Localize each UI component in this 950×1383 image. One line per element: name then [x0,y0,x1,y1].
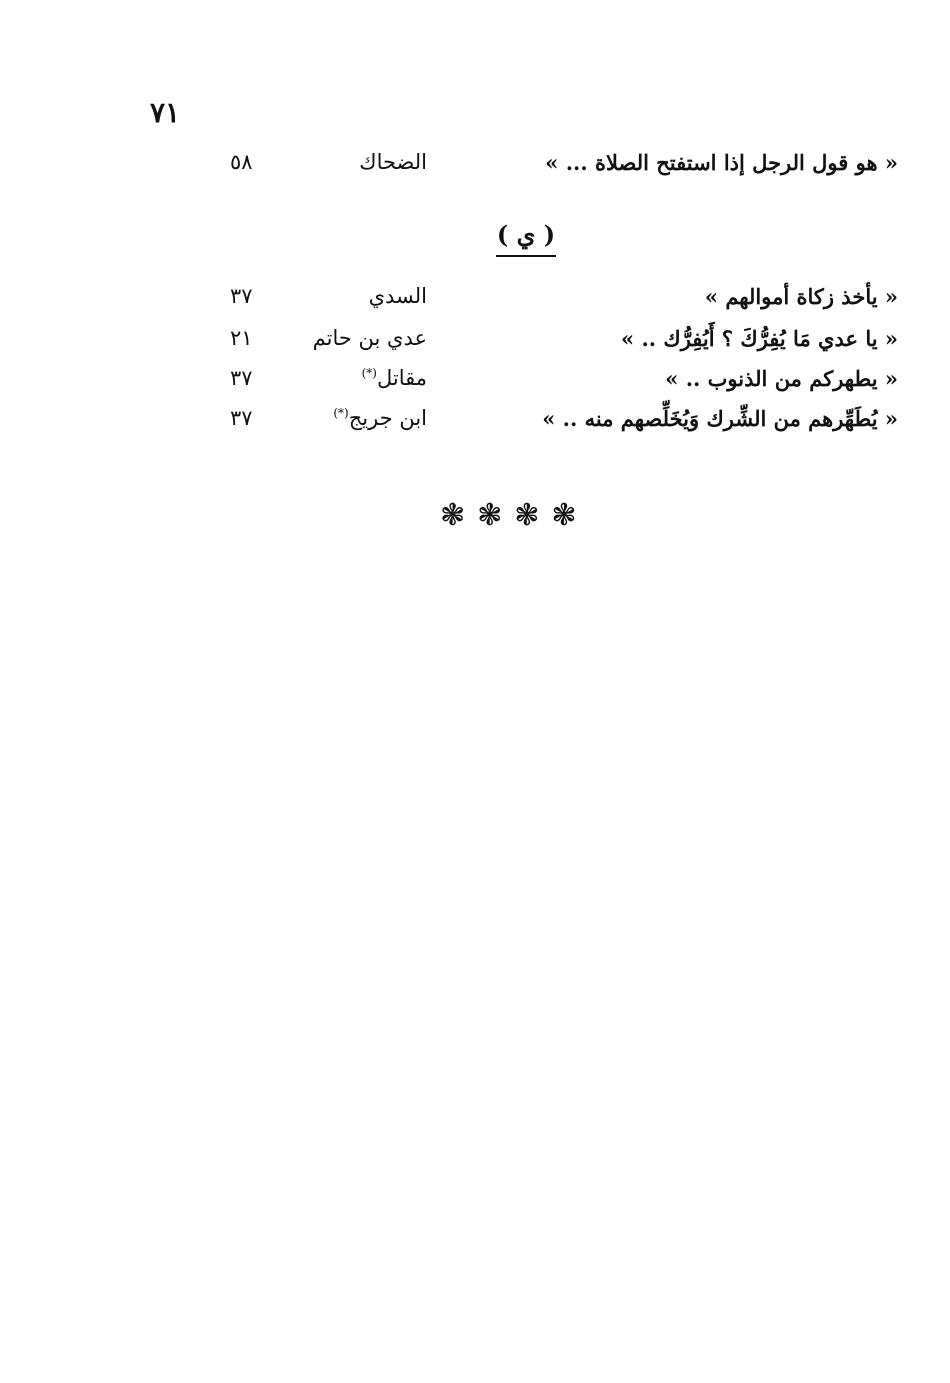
entry-page: ٣٧ [230,284,253,308]
page-number: ٧١ [150,96,181,129]
entry-page: ٣٧ [230,406,253,430]
footnote-marker: (*) [333,406,349,420]
index-entry [0,284,950,320]
entry-narrator: عدي بن حاتم [312,326,427,350]
section-heading: ( ي ) [496,220,556,257]
entry-quote: « يُطَهِّرهم من الشِّرك وَيُخَلِّصهم منه .. » [542,406,898,431]
entry-narrator: السدي [368,284,427,308]
entry-quote: « هو قول الرجل إذا استفتح الصلاة ... » [545,150,898,175]
entry-quote: « يا عدي مَا يُفِرُّكَ ؟ أَيُفِرُّك .. » [621,326,898,351]
entry-page: ٣٧ [230,366,253,390]
entry-narrator: مقاتل(*) [361,366,427,390]
index-entry [0,326,950,362]
footnote-marker: (*) [361,366,377,380]
index-entry [0,150,950,186]
entry-page: ٥٨ [230,150,253,174]
flower-ornament-icon: ❃❃❃❃ [440,498,589,533]
entry-narrator: ابن جريج(*) [333,406,427,430]
index-entry [0,366,950,402]
entry-quote: « يطهركم من الذنوب .. » [665,366,898,391]
entry-quote: « يأخذ زكاة أموالهم » [704,284,898,309]
entry-page: ٢١ [230,326,253,350]
index-entry [0,406,950,442]
entry-narrator: الضحاك [359,150,427,174]
